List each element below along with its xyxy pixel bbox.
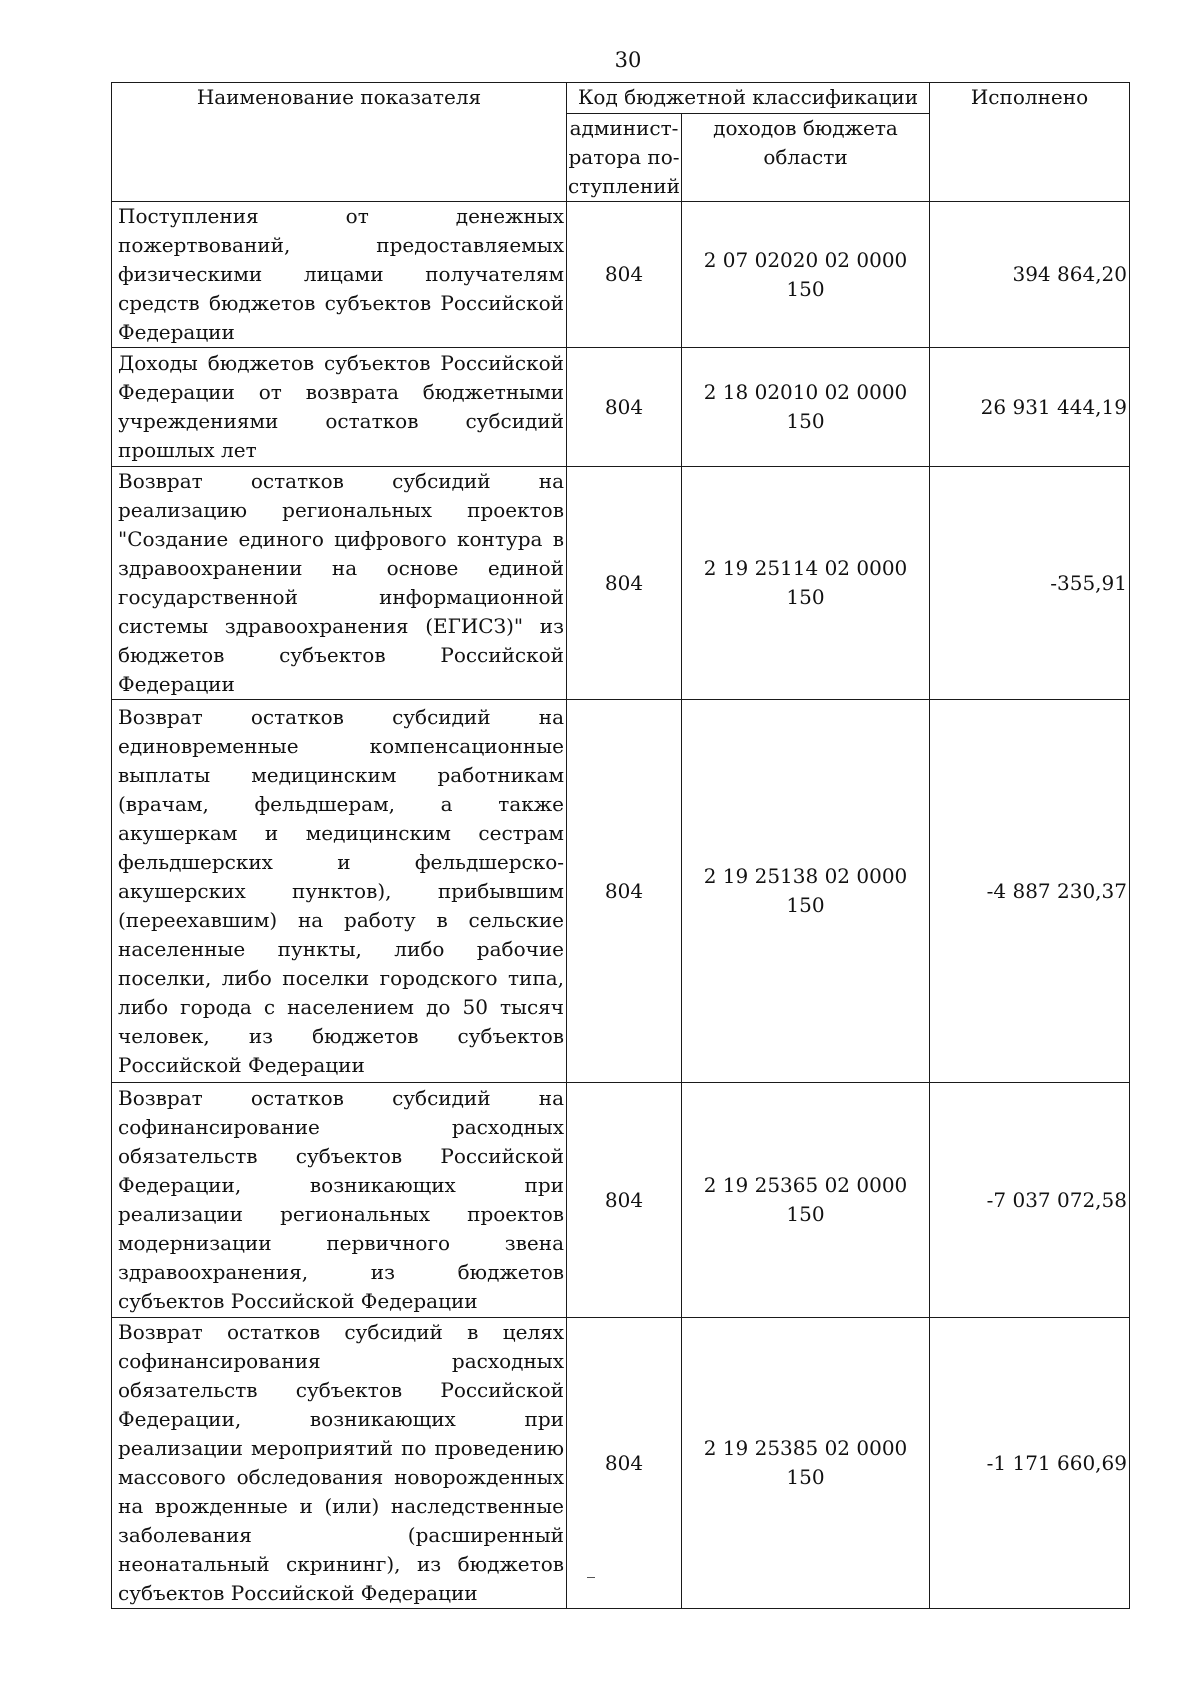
income-code-cell: 2 19 25114 02 0000 150 <box>682 467 930 700</box>
admin-code-cell: 804 <box>567 1083 682 1318</box>
indicator-name-cell: Возврат остатков субсидий на софинансирование расходных обязательств субъектов Российской Федерации, возникающих при реализации региональных проектов модернизации первичного звена здравоохранения, из бюджетов субъектов Российской Федерации <box>112 1083 567 1318</box>
header-revenue-administrator <box>567 114 682 202</box>
income-code-cell: 2 19 25138 02 0000 150 <box>682 700 930 1083</box>
executed-amount-cell: -355,91 <box>930 467 1130 700</box>
income-code-cell: 2 07 02020 02 0000 150 <box>682 202 930 348</box>
budget-revenue-table <box>111 82 1130 1609</box>
table-row <box>112 348 1130 467</box>
header-income-line: области <box>763 145 848 169</box>
executed-amount-cell: -7 037 072,58 <box>930 1083 1130 1318</box>
table-row <box>112 700 1130 1083</box>
indicator-name-cell: Возврат остатков субсидий на единовременные компенсационные выплаты медицинским работникам (врачам, фельдшерам, а также акушеркам и медицинским сестрам фельдшерских и фельдшерско-акушерских пунктов), прибывшим (переехавшим) на работу в сельские населенные пункты, либо рабочие поселки, либо поселки городского типа, либо города с населением до 50 тысяч человек, из бюджетов субъектов Российской Федерации <box>112 700 567 1083</box>
header-admin-line: админист- <box>569 116 679 140</box>
header-admin-line: ратора по- <box>568 145 680 169</box>
table-row <box>112 202 1130 348</box>
executed-amount-cell: -4 887 230,37 <box>930 700 1130 1083</box>
scan-mark <box>587 1577 595 1578</box>
income-code-cell: 2 19 25365 02 0000 150 <box>682 1083 930 1318</box>
header-admin-line: ступлений <box>568 174 680 198</box>
admin-code-cell: 804 <box>567 467 682 700</box>
executed-amount-cell: 26 931 444,19 <box>930 348 1130 467</box>
header-income-line: доходов бюджета <box>713 116 898 140</box>
indicator-name-cell: Поступления от денежных пожертвований, предоставляемых физическими лицами получателям средств бюджетов субъектов Российской Федерации <box>112 202 567 348</box>
income-code-cell: 2 18 02010 02 0000 150 <box>682 348 930 467</box>
admin-code-cell: 804 <box>567 348 682 467</box>
indicator-name-cell: Возврат остатков субсидий в целях софинансирования расходных обязательств субъектов Российской Федерации, возникающих при реализации мероприятий по проведению массового обследования новорожденных на врожденные и (или) наследственные заболевания (расширенный неонатальный скрининг), из бюджетов субъектов Российской Федерации <box>112 1318 567 1609</box>
admin-code-cell: 804 <box>567 202 682 348</box>
header-budget-classification-code: Код бюджетной классификации <box>567 83 930 114</box>
table-row <box>112 1083 1130 1318</box>
admin-code-cell: 804 <box>567 700 682 1083</box>
executed-amount-cell: 394 864,20 <box>930 202 1130 348</box>
executed-amount-cell: -1 171 660,69 <box>930 1318 1130 1609</box>
indicator-name-cell: Доходы бюджетов субъектов Российской Федерации от возврата бюджетными учреждениями остатков субсидий прошлых лет <box>112 348 567 467</box>
header-region-budget-income <box>682 114 930 202</box>
admin-code-cell: 804 <box>567 1318 682 1609</box>
table-row <box>112 467 1130 700</box>
income-code-cell: 2 19 25385 02 0000 150 <box>682 1318 930 1609</box>
header-indicator-name: Наименование показателя <box>112 83 567 202</box>
indicator-name-cell: Возврат остатков субсидий на реализацию региональных проектов "Создание единого цифрового контура в здравоохранении на основе единой государственной информационной системы здравоохранения (ЕГИСЗ)" из бюджетов субъектов Российской Федерации <box>112 467 567 700</box>
table-row <box>112 1318 1130 1609</box>
header-executed: Исполнено <box>930 83 1130 202</box>
page-number: 30 <box>614 48 642 72</box>
